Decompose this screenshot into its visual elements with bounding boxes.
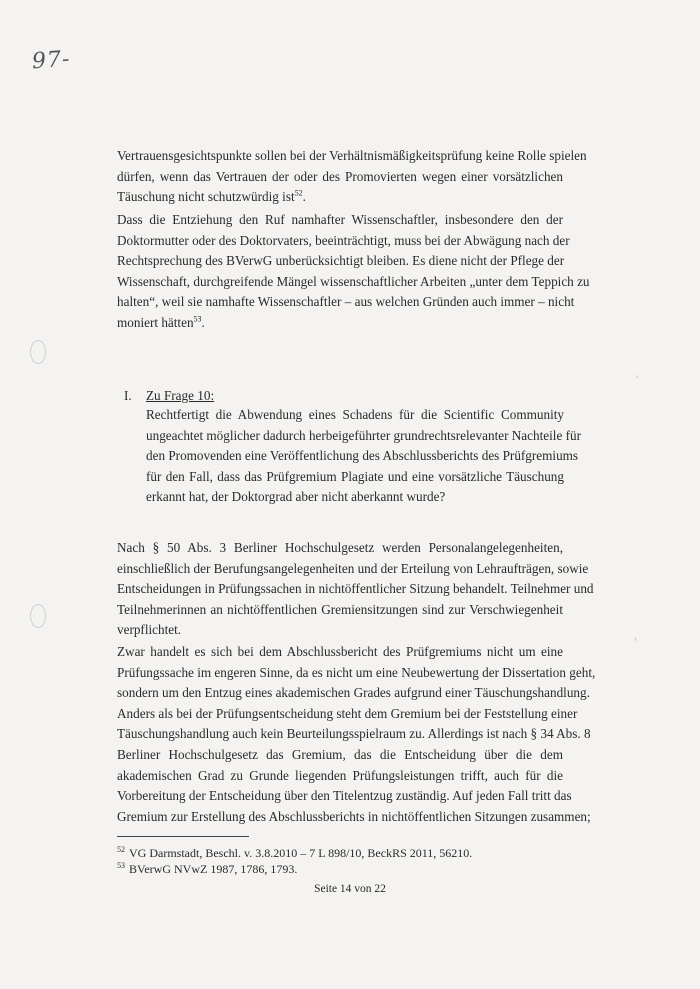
text-line: Gremium zur Erstellung des Abschlussberichts in nichtöffentlichen Sitzungen zusammen; [117, 808, 591, 824]
paragraph-trust-aspects [117, 146, 587, 208]
text-line: halten“, weil sie namhafte Wissenschaftler – aus welchen Gründen auch immer – nicht [117, 294, 575, 310]
text-line: Doktormutter oder des Doktorvaters, beeinträchtigt, muss bei der Abwägung nach der [117, 232, 570, 248]
text-line: Wissenschaft, durchgreifende Mängel wissenschaftlicher Arbeiten „unter dem Teppich zu [117, 273, 590, 289]
punch-hole-top [30, 340, 46, 364]
question-line: den Promovenden eine Veröffentlichung des Abschlussberichts des Prüfgremiums [146, 448, 579, 464]
footnote-52 [117, 845, 472, 861]
text-line: verpflichtet. [117, 622, 182, 638]
footnote-ref-52[interactable]: 52 [294, 188, 303, 198]
text-line: Vorbereitung der Entscheidung über den Titelentzug zuständig. Auf jeden Fall tritt das [117, 788, 572, 804]
text-line: Täuschung nicht schutzwürdig ist$^{52}$. [117, 188, 306, 205]
footnote-number: 53 [117, 861, 125, 870]
footnote-53 [117, 861, 297, 877]
text-line: sondern um den Entzug eines akademischen Grades aufgrund einer Täuschungshandlung. [117, 685, 590, 701]
footnote-number: 52 [117, 845, 125, 854]
question-line: Rechtfertigt die Abwendung eines Schadens für die Scientific Community [146, 407, 564, 422]
section-label: Zu Frage 10: [146, 388, 215, 403]
text-line: dürfen, wenn das Vertrauen der oder des Promovierten wegen einer vorsätzlichen [117, 168, 563, 184]
handwritten-page-number: 97- [31, 46, 72, 75]
question-line: erkannt hat, der Doktorgrad aber nicht aberkannt wurde? [146, 489, 446, 505]
section-heading [124, 386, 214, 407]
text-line: Berliner Hochschulgesetz das Gremium, das die Entscheidung über die dem [117, 746, 563, 762]
text-line: Prüfungssache im engeren Sinne, da es nicht um eine Neubewertung der Dissertation geht, [117, 664, 596, 680]
punch-hole-bottom [30, 604, 46, 628]
footnote-text: BVerwG NVwZ 1987, 1786, 1793. [129, 862, 298, 876]
text-line: Entscheidungen in Prüfungssachen in nichtöffentlicher Sitzung behandelt. Teilnehmer und [117, 581, 594, 597]
question-block [146, 405, 581, 508]
text-line: moniert hätten$^{53}$. [117, 314, 205, 330]
footnote-divider [117, 836, 249, 837]
text-line: Täuschungshandlung auch kein Beurteilungsspielraum zu. Allerdings ist nach § 34 Abs. 8 [117, 726, 591, 742]
scan-artifact: , [634, 628, 637, 642]
text-line: akademischen Grad zu Grunde liegenden Prüfungsleistungen trifft, auch für die [117, 767, 563, 783]
text-line: Anders als bei der Prüfungsentscheidung steht dem Gremium bei der Feststellung einer [117, 705, 578, 721]
paragraph-reputation [117, 210, 590, 334]
question-line: für den Fall, dass das Prüfgremium Plagiate und eine vorsätzliche Täuschung [146, 468, 564, 484]
text-line: einschließlich der Berufungsangelegenheiten und der Erteilung von Lehraufträgen, sowie [117, 560, 589, 576]
text-line: Vertrauensgesichtspunkte sollen bei der Verhältnismäßigkeitsprüfung keine Rolle spielen [117, 148, 587, 163]
footnote-ref-53[interactable]: 53 [193, 314, 202, 324]
question-line: ungeachtet möglicher dadurch herbeigeführter grundrechtsrelevanter Nachteile für [146, 427, 581, 443]
text-line: Dass die Entziehung den Ruf namhafter Wissenschaftler, insbesondere den der [117, 212, 563, 227]
footnote-text: VG Darmstadt, Beschl. v. 3.8.2010 – 7 L 898/10, BeckRS 2011, 56210. [129, 846, 473, 860]
paragraph-hochschulgesetz [117, 538, 594, 641]
paragraph-abschlussbericht [117, 642, 596, 827]
text-line: Nach § 50 Abs. 3 Berliner Hochschulgesetz werden Personalangelegenheiten, [117, 540, 563, 555]
page-footer: Seite 14 von 22 [314, 883, 386, 895]
text-line: Zwar handelt es sich bei dem Abschlussbericht des Prüfgremiums nicht um eine [117, 644, 563, 659]
section-number: I. [124, 388, 132, 403]
scan-artifact: ' [636, 372, 639, 386]
text-line: Rechtsprechung des BVerwG unberücksichtigt bleiben. Es diene nicht der Pflege der [117, 253, 565, 269]
text-line: Teilnehmerinnen an nichtöffentlichen Gremiensitzungen sind zur Verschwiegenheit [117, 601, 563, 617]
